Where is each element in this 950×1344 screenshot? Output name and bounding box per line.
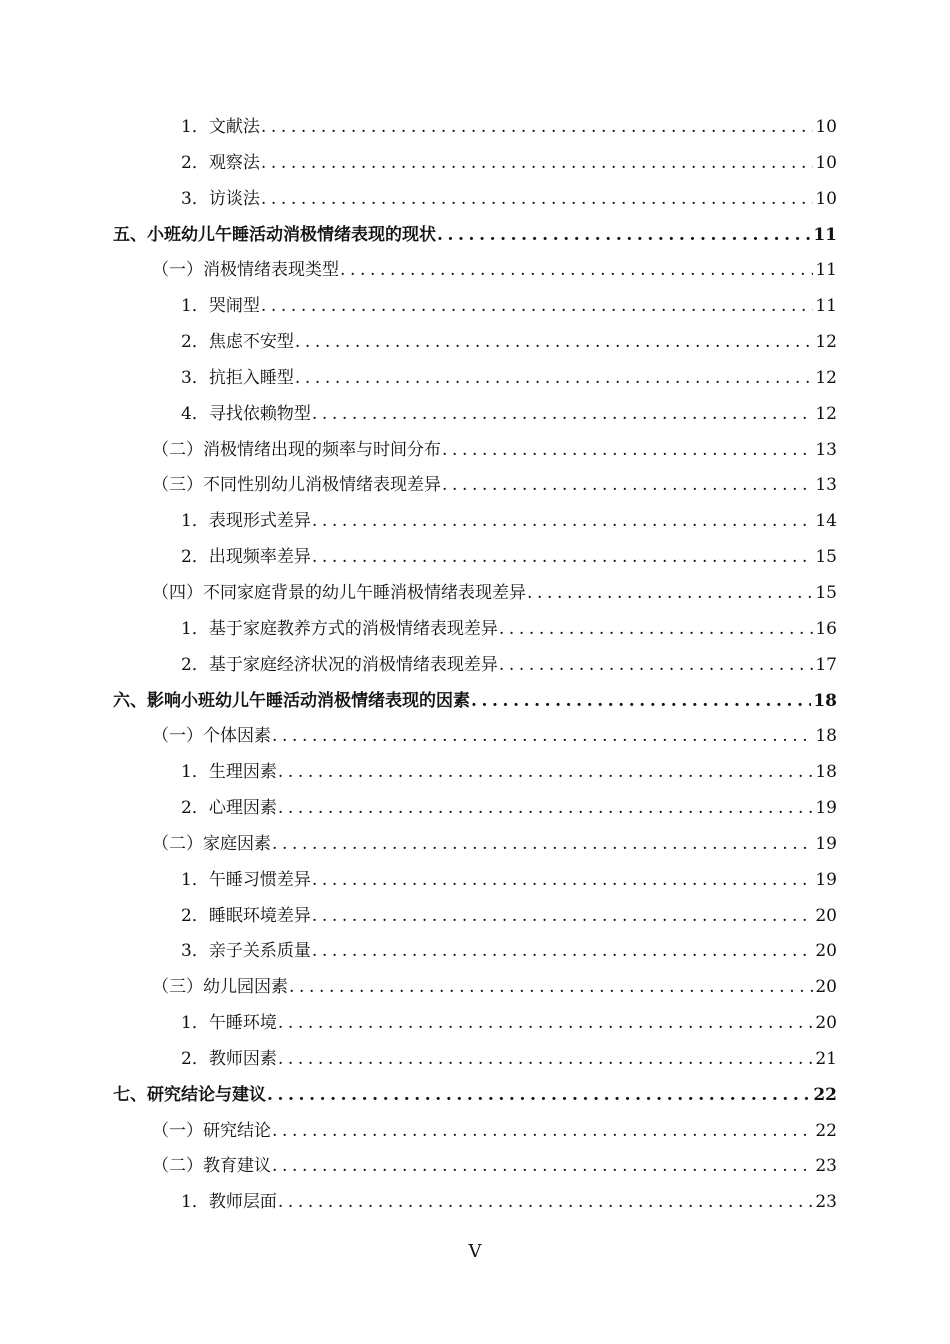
toc-entry-page-number: 10 (815, 188, 837, 209)
toc-entry-row (152, 1114, 837, 1150)
toc-dot-leader (311, 397, 814, 433)
toc-dot-leader (311, 863, 814, 899)
toc-dot-leader (271, 719, 813, 755)
toc-entry-page-number: 18 (815, 726, 837, 747)
toc-dot-leader (441, 468, 813, 504)
toc-entry-title: 2．观察法 (181, 152, 260, 173)
toc-entry[interactable] (0, 791, 950, 827)
toc-entry-row (181, 540, 837, 576)
toc-dot-leader (311, 899, 814, 935)
toc-entry-page-number: 22 (813, 1084, 837, 1105)
toc-entry-title: 七、研究结论与建议 (113, 1084, 266, 1105)
toc-entry[interactable] (0, 182, 950, 218)
toc-entry-row (181, 361, 837, 397)
toc-entry-title: （三）不同性别幼儿消极情绪表现差异 (152, 475, 441, 496)
toc-entry-row (181, 612, 837, 648)
toc-entry-title: 3．访谈法 (181, 188, 260, 209)
toc-entry-page-number: 15 (815, 582, 837, 603)
toc-entry-page-number: 22 (815, 1120, 837, 1141)
toc-entry-title: 1．午睡习惯差异 (181, 869, 311, 890)
toc-dot-leader (288, 970, 813, 1006)
toc-entry-row (181, 648, 837, 684)
toc-entry-page-number: 10 (815, 117, 837, 137)
toc-entry[interactable] (0, 433, 950, 469)
toc-entry-row (181, 934, 837, 970)
toc-entry-row (113, 1078, 837, 1114)
toc-entry-title: 2．教师因素 (181, 1048, 277, 1069)
toc-entry-row (113, 218, 837, 254)
toc-entry-row (152, 719, 837, 755)
toc-entry-page-number: 10 (815, 152, 837, 173)
toc-entry-row (181, 289, 837, 325)
toc-entry-title: （四）不同家庭背景的幼儿午睡消极情绪表现差异 (152, 582, 526, 603)
toc-entry-page-number: 11 (813, 224, 837, 245)
toc-dot-leader (498, 612, 814, 648)
toc-dot-leader (498, 648, 814, 684)
toc-entry[interactable] (0, 1078, 950, 1114)
toc-entry-page-number: 16 (815, 618, 837, 639)
toc-entry[interactable] (0, 863, 950, 899)
toc-entry-title: 1．生理因素 (181, 762, 277, 783)
toc-entry[interactable] (0, 468, 950, 504)
toc-entry-page-number: 17 (815, 654, 837, 675)
toc-entry[interactable] (0, 1042, 950, 1078)
toc-entry-title: （三）幼儿园因素 (152, 977, 288, 998)
toc-entry-page-number: 20 (815, 905, 837, 926)
toc-entry-row (181, 1185, 837, 1221)
toc-entry[interactable] (0, 218, 950, 254)
toc-entry[interactable] (0, 684, 950, 720)
toc-entry-row (152, 576, 837, 612)
toc-entry[interactable] (0, 289, 950, 325)
toc-entry-row (181, 1042, 837, 1078)
toc-entry-page-number: 12 (815, 403, 837, 424)
toc-entry-row (181, 397, 837, 433)
toc-entry-title: 2．出现频率差异 (181, 547, 311, 568)
toc-entry-page-number: 19 (815, 798, 837, 819)
toc-entry-title: 3．亲子关系质量 (181, 941, 311, 962)
toc-entry-page-number: 18 (815, 762, 837, 783)
toc-entry-title: 1．文献法 (181, 117, 260, 137)
toc-entry[interactable] (0, 146, 950, 182)
toc-entry[interactable] (0, 934, 950, 970)
toc-entry-title: 2．基于家庭经济状况的消极情绪表现差异 (181, 654, 498, 675)
toc-entry[interactable] (0, 325, 950, 361)
page-number-footer: V (468, 1241, 482, 1262)
toc-entry-title: 3．抗拒入睡型 (181, 367, 294, 388)
toc-entry-page-number: 23 (815, 1156, 837, 1177)
toc-entry[interactable] (0, 1114, 950, 1150)
toc-entry[interactable] (0, 1149, 950, 1185)
toc-entry-page-number: 12 (815, 332, 837, 353)
toc-entry-row (152, 253, 837, 289)
toc-dot-leader (260, 182, 814, 218)
toc-entry-title: （二）家庭因素 (152, 833, 271, 854)
toc-entry[interactable] (0, 755, 950, 791)
toc-entry[interactable] (0, 648, 950, 684)
toc-entry[interactable] (0, 361, 950, 397)
toc-dot-leader (470, 684, 811, 720)
toc-dot-leader (260, 289, 814, 325)
toc-entry-page-number: 20 (815, 941, 837, 962)
toc-entry-page-number: 20 (815, 977, 837, 998)
toc-entry[interactable] (0, 612, 950, 648)
toc-entry-row (152, 827, 837, 863)
toc-dot-leader (311, 934, 814, 970)
toc-entry[interactable] (0, 397, 950, 433)
toc-entry[interactable] (0, 110, 950, 146)
toc-entry-title: （二）消极情绪出现的频率与时间分布 (152, 439, 441, 460)
toc-dot-leader (277, 1185, 814, 1221)
toc-entry-page-number: 20 (815, 1013, 837, 1034)
toc-entry[interactable] (0, 504, 950, 540)
toc-entry-row (181, 791, 837, 827)
toc-entry-title: 五、小班幼儿午睡活动消极情绪表现的现状 (113, 224, 436, 245)
toc-dot-leader (260, 110, 814, 146)
toc-dot-leader (436, 218, 811, 254)
toc-entry-title: 2．心理因素 (181, 798, 277, 819)
toc-dot-leader (311, 540, 814, 576)
toc-entry[interactable] (0, 827, 950, 863)
toc-entry-page-number: 18 (813, 690, 837, 711)
toc-entry-row (181, 1006, 837, 1042)
toc-entry[interactable] (0, 253, 950, 289)
toc-entry-page-number: 21 (815, 1048, 837, 1069)
toc-entry-page-number: 19 (815, 869, 837, 890)
toc-entry[interactable] (0, 540, 950, 576)
toc-entry-row (181, 110, 837, 146)
toc-entry[interactable] (0, 970, 950, 1006)
toc-entry-title: 4．寻找依赖物型 (181, 403, 311, 424)
toc-entry-title: 2．焦虑不安型 (181, 332, 294, 353)
toc-dot-leader (294, 361, 814, 397)
toc-dot-leader (277, 755, 814, 791)
toc-entry-row (181, 504, 837, 540)
toc-entry-page-number: 14 (815, 511, 837, 532)
toc-entry-row (181, 182, 837, 218)
toc-entry[interactable] (0, 1006, 950, 1042)
toc-entry-row (181, 325, 837, 361)
toc-entry-row (181, 755, 837, 791)
toc-entry-page-number: 11 (815, 260, 837, 281)
toc-dot-leader (311, 504, 814, 540)
toc-entry-page-number: 12 (815, 367, 837, 388)
toc-entry-page-number: 23 (815, 1192, 837, 1213)
toc-dot-leader (441, 433, 813, 469)
toc-dot-leader (260, 146, 814, 182)
toc-entry[interactable] (0, 899, 950, 935)
toc-entry-title: （二）教育建议 (152, 1156, 271, 1177)
toc-entry-title: 1．哭闹型 (181, 296, 260, 317)
toc-dot-leader (339, 253, 813, 289)
toc-entry[interactable] (0, 1185, 950, 1221)
toc-entry-title: 六、影响小班幼儿午睡活动消极情绪表现的因素 (113, 690, 470, 711)
toc-entry-page-number: 13 (815, 475, 837, 496)
toc-dot-leader (277, 1006, 814, 1042)
toc-dot-leader (271, 1114, 813, 1150)
toc-entry-title: （一）研究结论 (152, 1120, 271, 1141)
table-of-contents (0, 110, 950, 1221)
toc-entry-page-number: 11 (815, 296, 837, 317)
toc-entry-title: （一）个体因素 (152, 726, 271, 747)
toc-entry-title: 1．表现形式差异 (181, 511, 311, 532)
toc-entry-page-number: 13 (815, 439, 837, 460)
toc-entry[interactable] (0, 719, 950, 755)
toc-entry-title: 1．基于家庭教养方式的消极情绪表现差异 (181, 618, 498, 639)
toc-dot-leader (294, 325, 814, 361)
toc-entry-title: 2．睡眠环境差异 (181, 905, 311, 926)
toc-entry-row (152, 433, 837, 469)
toc-entry-row (152, 970, 837, 1006)
toc-entry-row (181, 146, 837, 182)
toc-entry-row (181, 863, 837, 899)
toc-dot-leader (271, 827, 813, 863)
toc-entry-row (113, 684, 837, 720)
toc-entry-title: 1．教师层面 (181, 1192, 277, 1213)
toc-entry[interactable] (0, 576, 950, 612)
toc-dot-leader (277, 791, 814, 827)
toc-entry-row (181, 899, 837, 935)
toc-entry-row (152, 1149, 837, 1185)
toc-entry-page-number: 19 (815, 833, 837, 854)
toc-dot-leader (266, 1078, 811, 1114)
toc-entry-row (152, 468, 837, 504)
toc-entry-title: 1．午睡环境 (181, 1013, 277, 1034)
toc-dot-leader (277, 1042, 814, 1078)
toc-dot-leader (271, 1149, 813, 1185)
toc-entry-page-number: 15 (815, 547, 837, 568)
toc-dot-leader (526, 576, 813, 612)
toc-entry-title: （一）消极情绪表现类型 (152, 260, 339, 281)
